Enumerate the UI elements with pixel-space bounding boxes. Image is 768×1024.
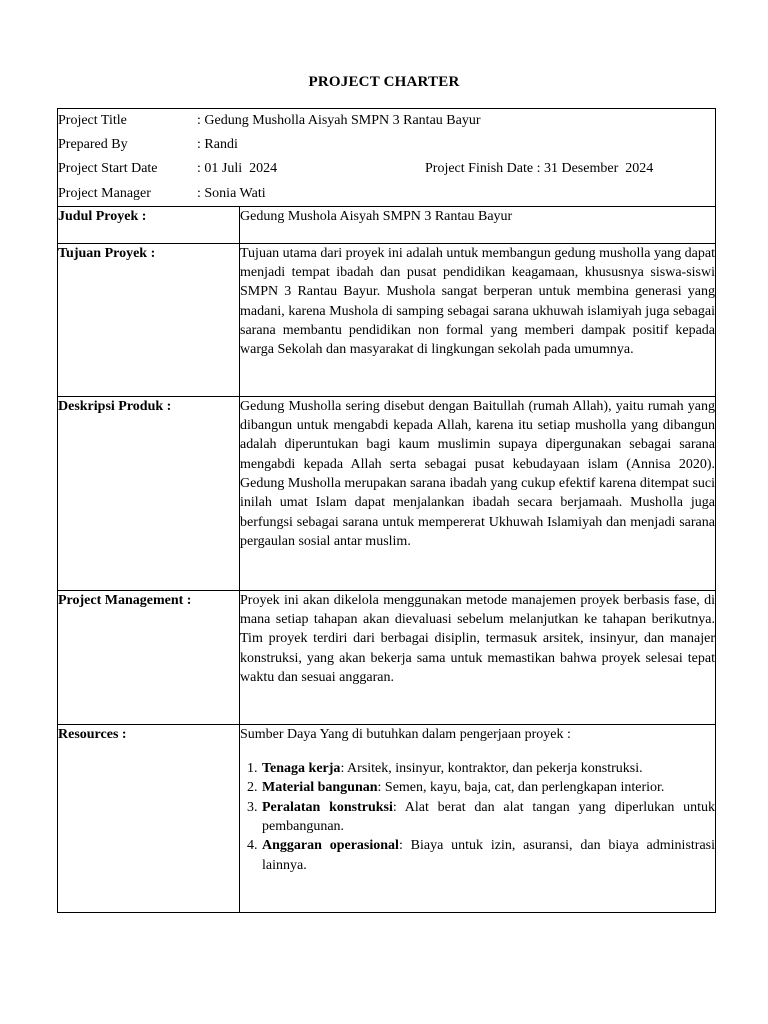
resource-item bbox=[261, 778, 715, 797]
resource-term: Tenaga kerja bbox=[262, 761, 341, 777]
document-title: PROJECT CHARTER bbox=[308, 74, 460, 90]
prepared-by-value: : Randi bbox=[197, 137, 238, 153]
finish-date-text: Project Finish Date : 31 Desember 2024 bbox=[425, 161, 654, 177]
resource-desc: : Alat berat dan alat tangan yang diperlukan untuk pembangunan. bbox=[262, 799, 715, 834]
project-manager-row bbox=[58, 182, 715, 206]
resource-desc: : Semen, kayu, baja, cat, dan perlengkapan interior. bbox=[377, 780, 665, 796]
project-title-row bbox=[58, 109, 715, 133]
project-management-row bbox=[58, 590, 716, 724]
project-title-value: : Gedung Musholla Aisyah SMPN 3 Rantau Bayur bbox=[197, 113, 481, 129]
deskripsi-produk-label: Deskripsi Produk : bbox=[58, 396, 240, 590]
resources-list bbox=[240, 759, 715, 875]
project-title-label: Project Title bbox=[58, 113, 127, 129]
resources-intro: Sumber Daya Yang di butuhkan dalam pengerjaan proyek : bbox=[240, 726, 571, 742]
resource-term: Peralatan konstruksi bbox=[262, 799, 393, 815]
project-charter-table bbox=[57, 108, 716, 913]
judul-proyek-row bbox=[58, 206, 716, 243]
deskripsi-produk-text: Gedung Musholla sering disebut dengan Baitullah (rumah Allah), yaitu rumah yang dibangun untuk mengabdi kepada Allah, karena itu setiap musholla yang dibangun adalah diperuntukan bagi kaum muslimin supaya dipergunakan sebagai sarana mengabdi kepada Allah serta sebagai pusat kebudayaan islam (Annisa 2020). Gedung Musholla merupakan sarana ibadah yang cukup efektif karena ditempat suci inilah umat Islam dapat menjalankan ibadah secara berjamaah. Musholla juga berfungsi sebagai sarana untuk mempererat Ukhuwah Islamiyah dan menjadi sarana pergaulan sosial antar muslim. bbox=[240, 396, 716, 590]
resource-term: Anggaran operasional bbox=[262, 838, 399, 854]
project-manager-label: Project Manager bbox=[58, 185, 151, 201]
tujuan-proyek-row bbox=[58, 243, 716, 396]
resources-label: Resources : bbox=[58, 724, 240, 912]
resource-item bbox=[261, 798, 715, 837]
resource-item bbox=[261, 759, 715, 778]
judul-proyek-text: Gedung Mushola Aisyah SMPN 3 Rantau Bayur bbox=[240, 206, 716, 243]
charter-header-cell bbox=[58, 109, 716, 207]
start-date-value: : 01 Juli 2024 bbox=[197, 161, 278, 177]
resource-desc: : Biaya untuk izin, asuransi, dan biaya administrasi lainnya. bbox=[262, 838, 715, 873]
tujuan-proyek-text: Tujuan utama dari proyek ini adalah untuk membangun gedung musholla yang dapat menjadi tempat ibadah dan pusat pendidikan keagamaan, khususnya siswa-siswi SMPN 3 Rantau Bayur. Mushola sangat berperan untuk membina generasi yang madani, karena Mushola di samping sebagai sarana ukhuwah islamiyah juga sebagai sarana membantu pendidikan non formal yang memberi dampak positif kepada warga Sekolah dan masyarakat di lingkungan sekolah pada umumnya. bbox=[240, 243, 716, 396]
tujuan-proyek-label: Tujuan Proyek : bbox=[58, 243, 240, 396]
project-management-text: Proyek ini akan dikelola menggunakan metode manajemen proyek berbasis fase, di mana setiap tahapan akan dievaluasi sebelum melanjutkan ke tahapan berikutnya. Tim proyek terdiri dari berbagai disiplin, termasuk arsitek, insinyur, dan manajer konstruksi, yang akan bekerja sama untuk memastikan bahwa proyek selesai tepat waktu dan sesuai anggaran. bbox=[240, 590, 716, 724]
project-management-label: Project Management : bbox=[58, 590, 240, 724]
project-dates-row bbox=[58, 157, 715, 181]
resources-row bbox=[58, 724, 716, 912]
resource-item bbox=[261, 836, 715, 875]
judul-proyek-label: Judul Proyek : bbox=[58, 206, 240, 243]
resource-term: Material bangunan bbox=[262, 780, 378, 796]
charter-header-row bbox=[58, 109, 716, 207]
start-date-label: Project Start Date bbox=[58, 161, 158, 177]
resources-cell bbox=[240, 724, 716, 912]
resource-desc: : Arsitek, insinyur, kontraktor, dan pekerja konstruksi. bbox=[340, 761, 643, 777]
deskripsi-produk-row bbox=[58, 396, 716, 590]
project-manager-value: : Sonia Wati bbox=[197, 185, 266, 201]
prepared-by-row bbox=[58, 133, 715, 157]
prepared-by-label: Prepared By bbox=[58, 137, 128, 153]
